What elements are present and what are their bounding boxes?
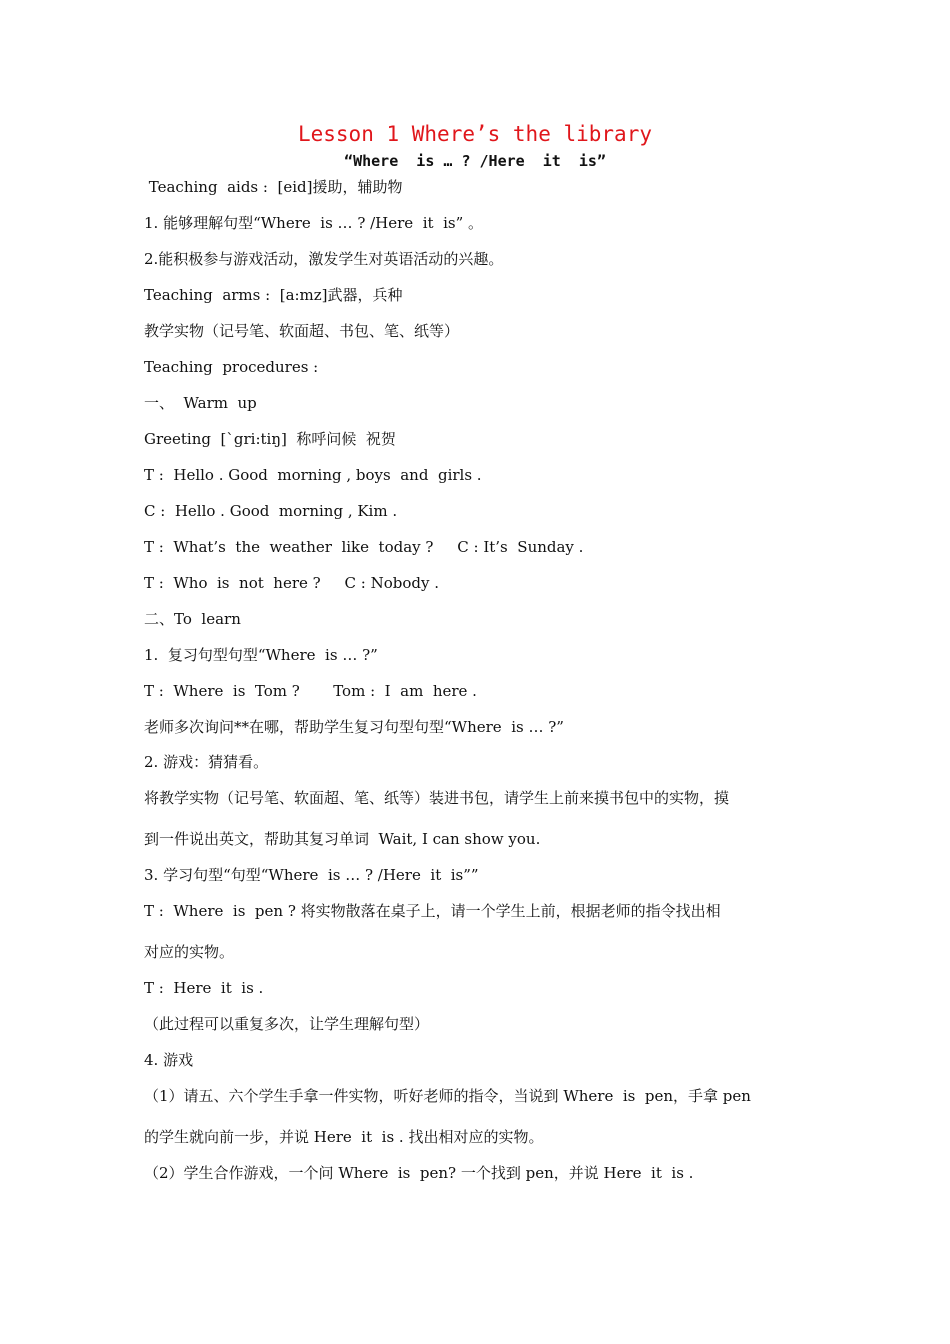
text-line-game-guess: 2. 游戏：猜猜看。 (144, 753, 269, 771)
text-line-objective-2: 2.能积极参与游戏活动，激发学生对英语活动的兴趣。 (144, 250, 504, 268)
dialogue-line: T : Here it is . (144, 979, 264, 997)
dialogue-line: T : Where is Tom ? Tom : I am here . (144, 682, 477, 700)
section-heading-warm-up: 一、 Warm up (144, 394, 257, 412)
text-line: （1）请五、六个学生手拿一件实物，听好老师的指令，当说到 Where is pen，手拿 pen (144, 1087, 751, 1105)
text-line-materials: 教学实物（记号笔、软面超、书包、笔、纸等） (144, 322, 460, 340)
text-line: （此过程可以重复多次，让学生理解句型） (144, 1015, 430, 1033)
text-line-objective-1: 1. 能够理解句型“Where is … ? /Here it is” 。 (144, 214, 484, 232)
text-line-procedures-heading: Teaching procedures : (144, 358, 319, 376)
lesson-title: Lesson 1 Where’s the library (297, 122, 652, 146)
text-line-greeting: Greeting [`gri:tiŋ] 称呼问候 祝贺 (144, 430, 396, 448)
text-line: 老师多次询问**在哪，帮助学生复习句型句型“Where is … ?” (144, 718, 564, 736)
section-heading-to-learn: 二、To learn (144, 610, 241, 628)
lesson-subtitle: “Where is … ? /Here it is” (344, 152, 606, 170)
text-line: 到一件说出英文，帮助其复习单词 Wait, I can show you. (144, 830, 541, 848)
dialogue-line: T : Who is not here ? C : Nobody . (144, 574, 439, 592)
text-line: 的学生就向前一步，并说 Here it is . 找出相对应的实物。 (144, 1128, 544, 1146)
dialogue-line: C : Hello . Good morning , Kim . (144, 502, 398, 520)
text-line: 对应的实物。 (144, 943, 235, 961)
text-line-learn-pattern: 3. 学习句型“句型“Where is … ? /Here it is”” (144, 866, 479, 884)
dialogue-line: T : What’s the weather like today ? C : It’s Sunday . (144, 538, 584, 556)
text-line: 将教学实物（记号笔、软面超、笔、纸等）装进书包，请学生上前来摸书包中的实物，摸 (144, 789, 730, 807)
text-line-teaching-arms: Teaching arms : [a:mz]武器，兵种 (144, 286, 403, 304)
text-line: T : Where is pen ? 将实物散落在桌子上，请一个学生上前，根据老师的指令找出相 (144, 902, 721, 920)
text-line-review-pattern: 1. 复习句型句型“Where is … ?” (144, 646, 378, 664)
text-line-teaching-aids: Teaching aids : [eid]援助，辅助物 (144, 178, 403, 196)
text-line-game-heading: 4. 游戏 (144, 1051, 194, 1069)
text-line: （2）学生合作游戏，一个问 Where is pen? 一个找到 pen，并说 Here it is . (144, 1164, 694, 1182)
dialogue-line: T : Hello . Good morning , boys and girls . (144, 466, 482, 484)
